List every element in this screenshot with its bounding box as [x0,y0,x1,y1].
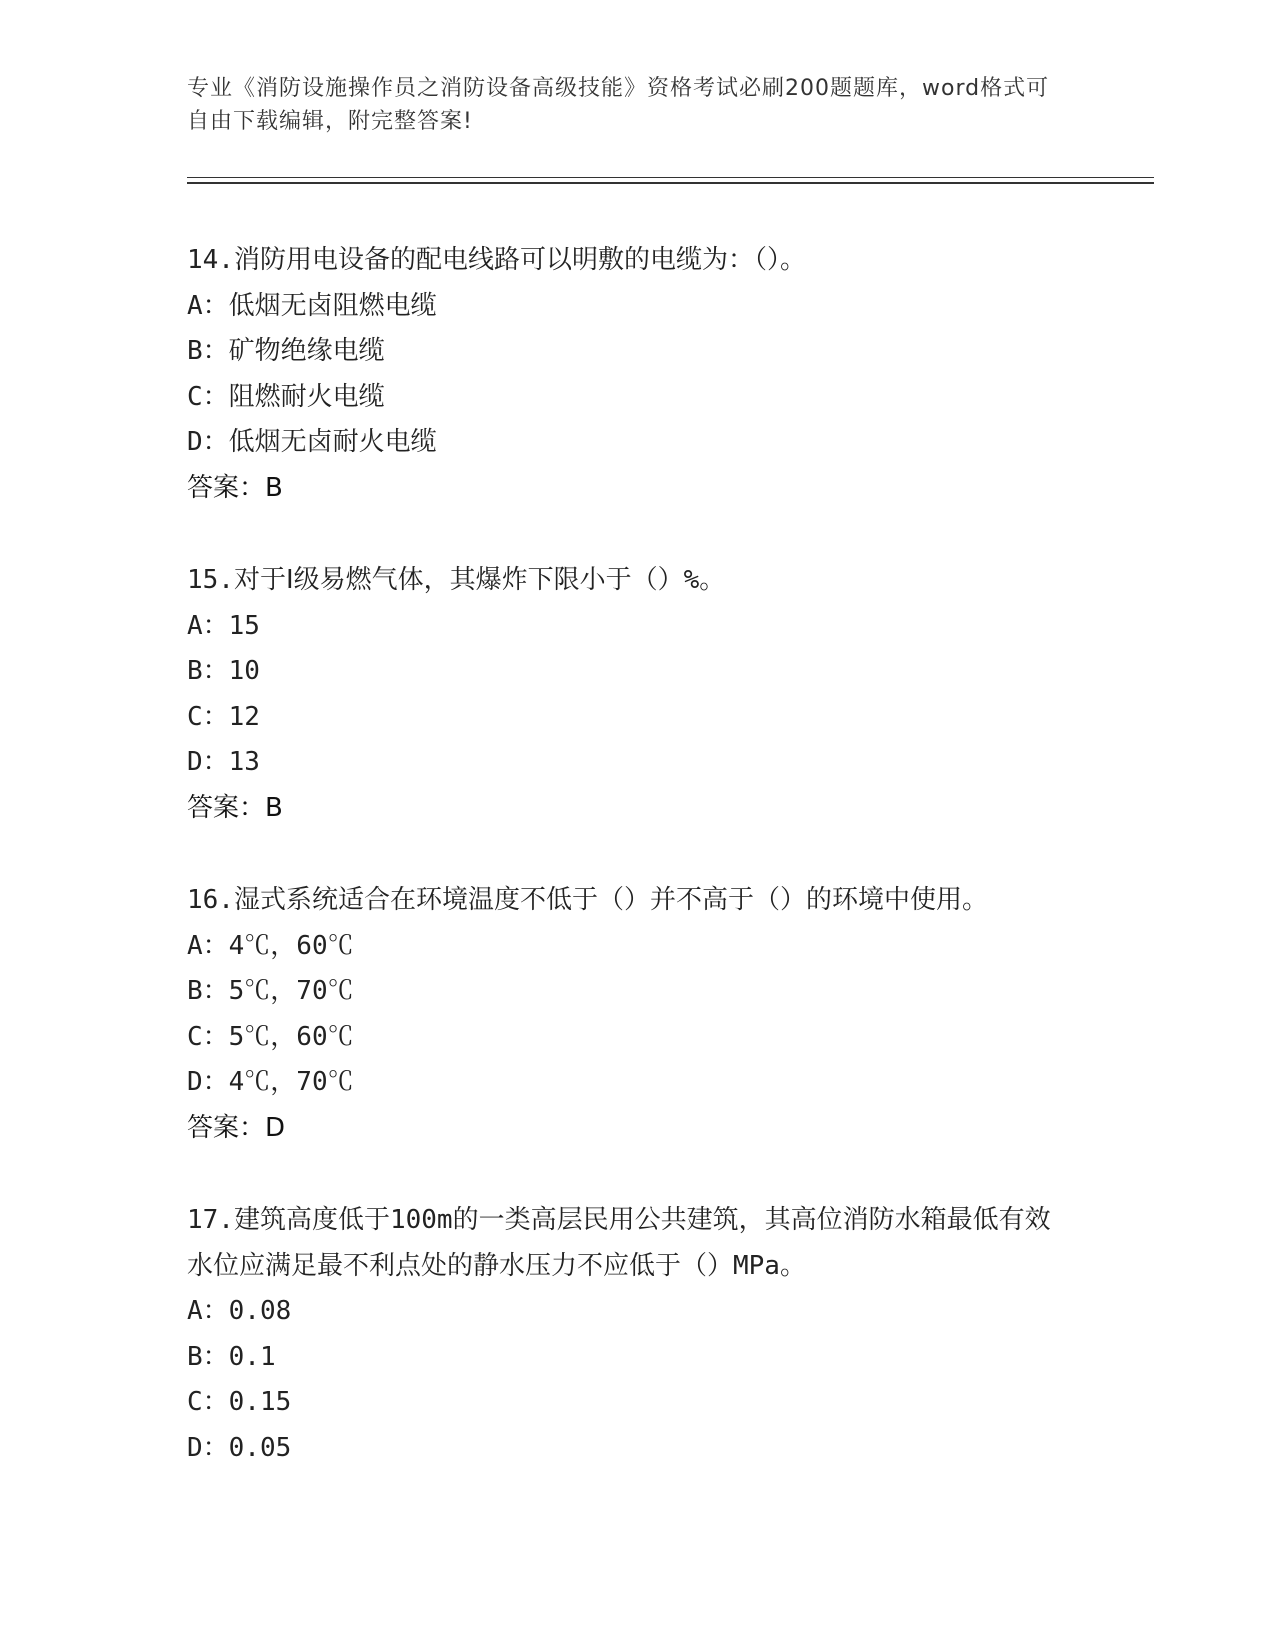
option-a: A：15 [187,610,260,641]
option-d: D：0.05 [187,1432,292,1463]
option-b: B：10 [187,656,260,686]
option-a: A：4℃，60℃ [187,930,354,961]
question-17 [187,1198,1087,1471]
option-b: B：0.1 [187,1341,276,1372]
option-c: C：12 [187,701,260,732]
divider-line-double [187,182,1154,184]
answer-key: 答案：B [187,792,283,823]
document-intro: 专业《消防设施操作员之消防设备高级技能》资格考试必刷200题题库，word格式可自由下载编辑，附完整答案! [187,76,1050,134]
option-c: C：5℃，60℃ [187,1021,354,1052]
option-a: A：低烟无卤阻燃电缆 [187,290,437,321]
option-d: D：13 [187,747,260,777]
question-stem: 16.湿式系统适合在环境温度不低于（）并不高于（）的环境中使用。 [187,885,988,915]
question-list [187,238,1087,1518]
question-15 [187,558,1087,831]
option-b: B：5℃，70℃ [187,976,354,1006]
question-14 [187,238,1087,511]
option-c: C：阻燃耐火电缆 [187,381,385,412]
answer-key: 答案：B [187,472,283,503]
answer-key: 答案：D [187,1112,286,1143]
option-a: A：0.08 [187,1296,292,1326]
question-stem: 14.消防用电设备的配电线路可以明敷的电缆为：（）。 [187,245,806,275]
option-c: C：0.15 [187,1387,292,1417]
option-d: D：4℃，70℃ [187,1067,354,1097]
question-stem: 15.对于Ⅰ级易燃气体，其爆炸下限小于（）%。 [187,565,726,595]
option-b: B：矿物绝缘电缆 [187,336,385,366]
question-16 [187,878,1087,1151]
option-d: D：低烟无卤耐火电缆 [187,427,437,457]
question-stem: 17.建筑高度低于100m的一类高层民用公共建筑，其高位消防水箱最低有效水位应满足最不利点处的静水压力不应低于（）MPa。 [187,1205,1051,1281]
divider-line [187,177,1154,178]
